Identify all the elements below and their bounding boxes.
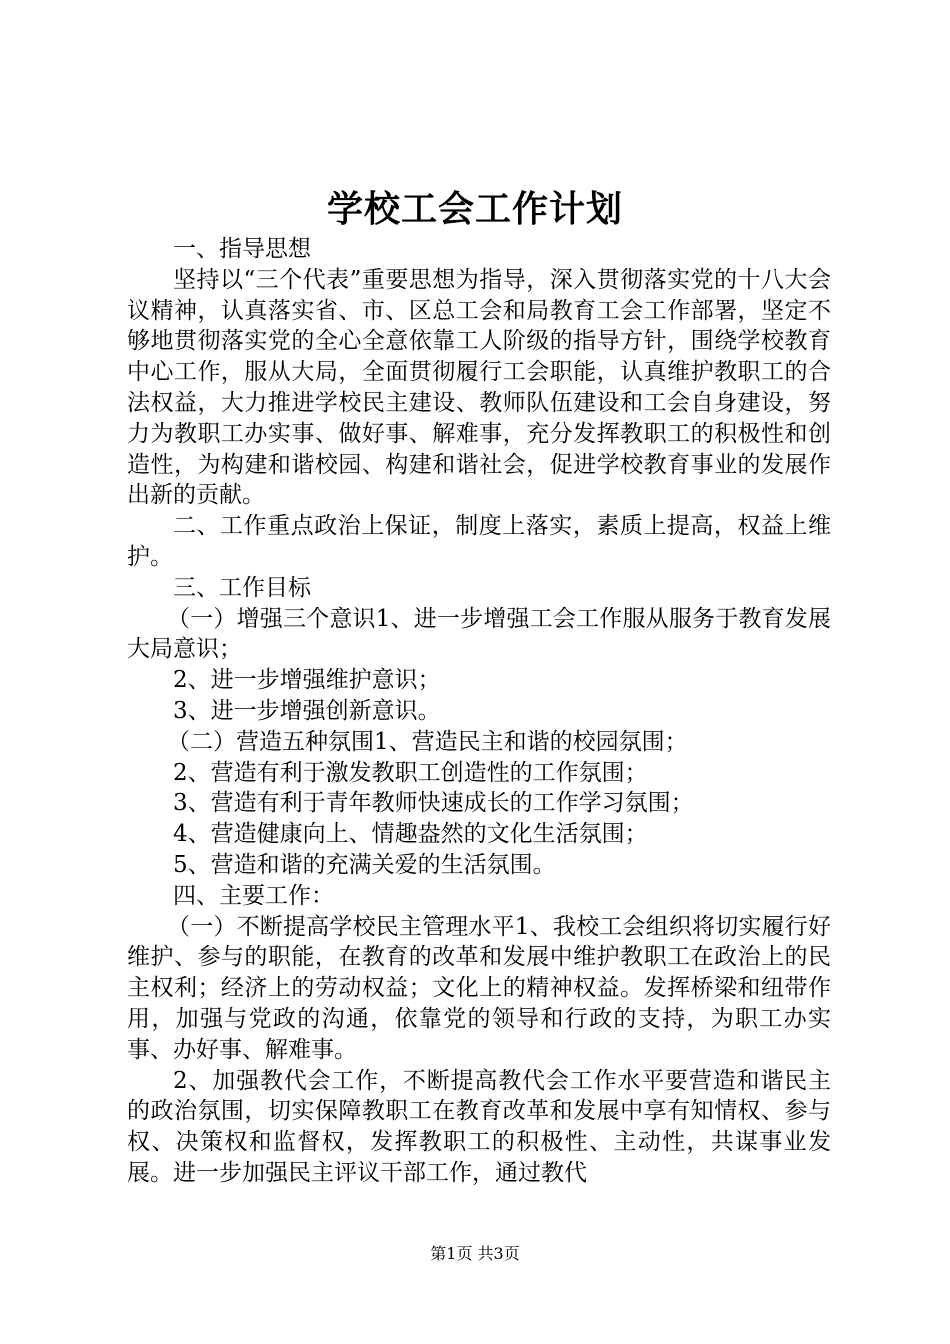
paragraph: 三、工作目标 — [173, 574, 311, 601]
paragraph: 2、营造有利于激发教职工创造性的工作氛围； — [173, 759, 648, 786]
page-number-footer: 第1页 共3页 — [430, 1244, 520, 1263]
paragraph: 3、营造有利于青年教师快速成长的工作学习氛围； — [173, 790, 694, 817]
paragraph: 二、工作重点政治上保证，制度上落实，素质上提高，权益上维护。 — [127, 513, 831, 570]
page-title: 学校工会工作计划 — [326, 188, 623, 230]
paragraph: 一、指导思想 — [173, 236, 311, 262]
paragraph: 坚持以“三个代表”重要思想为指导，深入贯彻落实党的十八大会议精神，认真落实省、市、区总工会和局教育工会工作部署，坚定不够地贯彻落实党的全心全意依靠工人阶级的指导方针，围绕学校教育中心工作，服从大局，全面贯彻履行工会职能，认真维护教职工的合法权益，大力推进学校民主建设、教师队伍建设和工会自身建设，努力为教职工办实事、做好事、解难事，充分发挥教职工的积极性和创造性，为构建和谐校园、构建和谐社会，促进学校教育事业的发展作出新的贡献。 — [127, 266, 831, 509]
paragraph: （一）不断提高学校民主管理水平1、我校工会组织将切实履行好维护、参与的职能，在教育的改革和发展中维护教职工在政治上的民主权利；经济上的劳动权益；文化上的精神权益。发挥桥梁和纽带作用，加强与党政的沟通，依靠党的领导和行政的支持，为职工办实事、办好事、解难事。 — [127, 913, 831, 1063]
paragraph: 4、营造健康向上、情趣盎然的文化生活氛围； — [173, 821, 648, 848]
paragraph: 3、进一步增强创新意识。 — [173, 697, 441, 724]
paragraph: 5、营造和谐的充满关爱的生活氛围。 — [173, 851, 556, 878]
document-body — [127, 234, 831, 1189]
paragraph: 四、主要工作： — [173, 882, 334, 909]
paragraph: （二）营造五种氛围1、营造民主和谐的校园氛围； — [167, 728, 688, 755]
paragraph: （一）增强三个意识1、进一步增强工会工作服从服务于教育发展大局意识； — [127, 605, 831, 663]
paragraph: 2、加强教代会工作，不断提高教代会工作水平要营造和谐民主的政治氛围，切实保障教职工在教育改革和发展中享有知情权、参与权、决策权和监督权，发挥教职工的积极性、主动性，共谋事业发展。进一步加强民主评议干部工作，通过教代 — [127, 1067, 831, 1186]
paragraph: 2、进一步增强维护意识； — [173, 667, 441, 694]
